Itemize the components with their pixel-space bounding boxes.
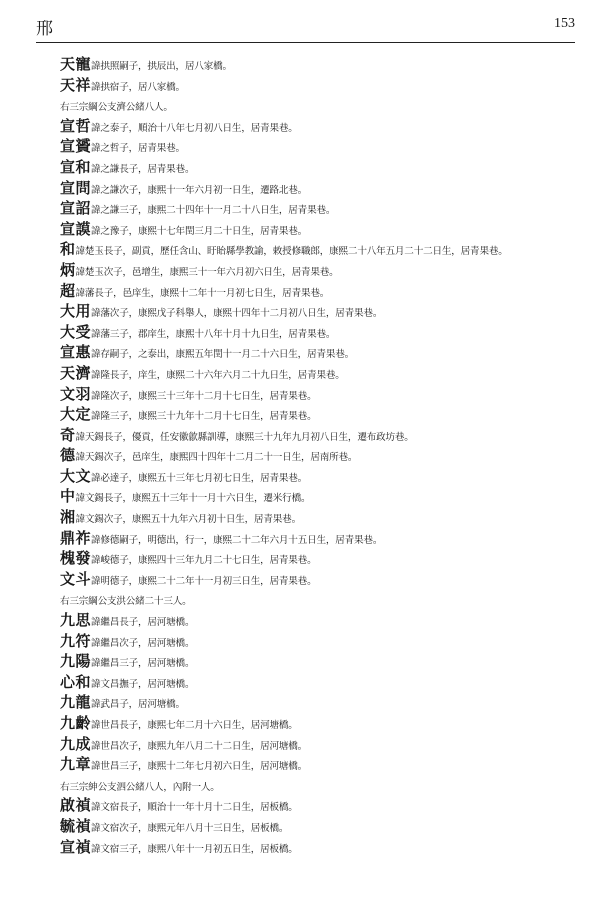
summary-text: 右三宗綱公支洪公緒二十三人。 (60, 596, 192, 608)
person-entry (60, 75, 580, 96)
running-title: 邢 (36, 19, 53, 39)
person-detail: 諱文昌撫子，居河塘橋。 (91, 678, 195, 690)
person-entry (60, 116, 580, 137)
person-detail: 諱文宿長子，順治十一年十月十二日生，居板橋。 (91, 802, 298, 814)
person-detail: 諱楚玉長子，副貢，歷任含山、盱眙縣學教諭，敕授修職郎，康熙二十八年五月二十二日生，居青果巷。 (75, 246, 508, 258)
person-detail: 諱繼昌次子，居河塘橋。 (91, 637, 195, 649)
person-entry (60, 672, 580, 693)
person-detail: 諱之豫子，康熙十七年閏三月二十日生，居青果巷。 (91, 225, 308, 237)
person-detail: 諱之謙三子，康熙二十四年十一月二十八日生，居青果巷。 (91, 205, 336, 217)
person-detail: 諱之謙長子，居青果巷。 (91, 163, 195, 175)
genealogy-entries (60, 54, 580, 857)
person-detail: 諱拱照嗣子，拱辰出，居八家橋。 (91, 61, 232, 72)
person-entry (60, 569, 580, 590)
person-detail: 諱世昌三子，康熙十二年七月初六日生，居河塘橋。 (91, 761, 308, 773)
person-entry (60, 363, 580, 384)
person-detail: 諱藩三子，郡庠生，康熙十八年十月十九日生，居青果巷。 (91, 328, 336, 340)
person-name: 九龍 (60, 693, 92, 712)
person-name: 心和 (60, 672, 92, 691)
person-detail: 諱隆次子，康熙三十三年十二月十七日生，居青果巷。 (91, 390, 317, 402)
person-name: 超 (60, 281, 76, 300)
person-name: 文羽 (60, 384, 92, 403)
person-name: 文斗 (60, 569, 92, 588)
person-detail: 諱楚玉次子，邑增生，康熙三十一年六月初六日生，居青果巷。 (75, 266, 339, 278)
person-name: 和 (60, 240, 76, 259)
person-name: 炳 (60, 260, 76, 279)
person-detail: 諱之哲子，居青果巷。 (91, 143, 185, 155)
person-name: 大用 (60, 302, 92, 321)
person-name: 大受 (60, 322, 92, 341)
person-entry (60, 734, 580, 755)
person-entry (60, 301, 580, 322)
person-name: 九齡 (60, 714, 92, 732)
person-detail: 諱之謙次子，康熙十一年六月初一日生，遷路北巷。 (91, 184, 308, 196)
page-number: 153 (554, 16, 575, 31)
person-detail: 諱繼昌三子，居河塘橋。 (91, 658, 195, 670)
person-name: 宣禎 (60, 837, 92, 856)
person-detail: 諱文錫長子，康熙五十三年十一月十六日生，遷米行橋。 (75, 493, 311, 505)
person-name: 九章 (60, 755, 92, 774)
person-name: 九思 (60, 611, 92, 630)
person-entry (60, 54, 580, 75)
person-detail: 諱文錫次子，康熙五十九年六月初十日生，居青果巷。 (75, 514, 301, 526)
person-entry (60, 404, 580, 425)
person-name: 九符 (60, 631, 92, 650)
person-entry (60, 239, 580, 260)
person-entry (60, 178, 580, 199)
person-detail: 諱隆長子，庠生，康熙二十六年六月二十九日生，居青果巷。 (91, 369, 345, 381)
person-name: 啟禎 (60, 796, 92, 815)
section-summary (60, 95, 580, 116)
person-entry (60, 548, 580, 569)
person-name: 宣詔 (60, 199, 92, 218)
person-name: 宣惠 (60, 343, 92, 362)
person-name: 九成 (60, 734, 92, 753)
person-name: 大文 (60, 466, 92, 485)
person-detail: 諱峻德子，康熙四十三年九月二十七日生，居青果巷。 (91, 555, 317, 567)
person-entry (60, 486, 580, 507)
person-detail: 諱繼昌長子，居河塘橋。 (91, 617, 195, 629)
section-summary (60, 775, 580, 796)
person-name: 德 (60, 446, 76, 465)
person-detail: 諱修德嗣子，明德出，行一，康熙二十二年六月十五日生，居青果巷。 (91, 534, 383, 546)
person-entry (60, 754, 580, 775)
person-entry (60, 610, 580, 631)
person-detail: 諱文宿次子，康熙元年八月十三日生，居板橋。 (91, 822, 289, 834)
person-detail: 諱之泰子，順治十八年七月初八日生，居青果巷。 (91, 122, 298, 134)
person-name: 天濟 (60, 363, 92, 382)
person-name: 中 (60, 487, 76, 506)
person-entry (60, 816, 580, 837)
person-entry (60, 466, 580, 487)
person-detail: 諱天錫次子，邑庠生，康熙四十四年十二月二十一日生，居南所巷。 (75, 452, 358, 464)
section-summary (60, 589, 580, 610)
person-name: 湘 (60, 508, 76, 527)
person-name: 宣贇 (60, 137, 92, 156)
person-entry (60, 260, 580, 281)
person-detail: 諱拱宿子，居八家橋。 (91, 81, 185, 93)
person-name: 九陽 (60, 652, 92, 671)
person-detail: 諱隆三子，康熙三十九年十二月十七日生，居青果巷。 (91, 411, 317, 423)
person-entry (60, 837, 580, 858)
person-name: 宣和 (60, 157, 92, 176)
person-detail: 諱藩長子，邑庠生，康熙十二年十一月初七日生，居青果巷。 (75, 287, 330, 299)
person-detail: 諱世昌長子，康熙七年二月十六日生，居河塘橋。 (91, 720, 298, 731)
page-header (36, 12, 575, 43)
person-entry (60, 342, 580, 363)
person-entry (60, 425, 580, 446)
person-name: 宣哲 (60, 116, 92, 135)
person-detail: 諱武昌子，居河塘橋。 (91, 699, 185, 711)
person-entry (60, 198, 580, 219)
person-name: 奇 (60, 425, 76, 444)
person-name: 鼎祚 (60, 528, 92, 547)
person-name: 天寵 (60, 55, 92, 73)
summary-text: 右三宗紳公支泗公緒八人，內附一人。 (60, 781, 220, 793)
person-name: 大定 (60, 405, 92, 424)
person-name: 天祥 (60, 75, 92, 94)
person-detail: 諱存嗣子，之泰出，康熙五年閏十一月二十六日生，居青果巷。 (91, 349, 355, 361)
person-entry (60, 651, 580, 672)
person-entry (60, 136, 580, 157)
person-entry (60, 795, 580, 816)
person-name: 宣謨 (60, 219, 92, 238)
person-name: 槐發 (60, 549, 92, 568)
summary-text: 右三宗綱公支濟公緒八人。 (60, 102, 173, 114)
person-entry (60, 281, 580, 302)
person-detail: 諱世昌次子，康熙九年八月二十二日生，居河塘橋。 (91, 740, 308, 752)
person-entry (60, 507, 580, 528)
person-name: 毓禎 (60, 816, 92, 835)
person-detail: 諱文宿三子，康熙八年十一月初五日生，居板橋。 (91, 843, 298, 855)
person-entry (60, 631, 580, 652)
person-name: 宣問 (60, 178, 92, 197)
person-entry (60, 322, 580, 343)
person-detail: 諱必達子，康熙五十三年七月初七日生，居青果巷。 (91, 472, 308, 484)
person-entry (60, 157, 580, 178)
person-entry (60, 713, 580, 734)
person-entry (60, 219, 580, 240)
person-detail: 諱天錫長子，優貢，任安徽歙縣訓導，康熙三十九年九月初八日生，遷布政坊巷。 (75, 431, 414, 443)
person-entry (60, 445, 580, 466)
person-detail: 諱明德子，康熙二十二年十一月初三日生，居青果巷。 (91, 575, 317, 587)
person-entry (60, 528, 580, 549)
person-detail: 諱藩次子，康熙戊子科舉人，康熙十四年十二月初八日生，居青果巷。 (91, 308, 383, 320)
person-entry (60, 692, 580, 713)
person-entry (60, 384, 580, 405)
